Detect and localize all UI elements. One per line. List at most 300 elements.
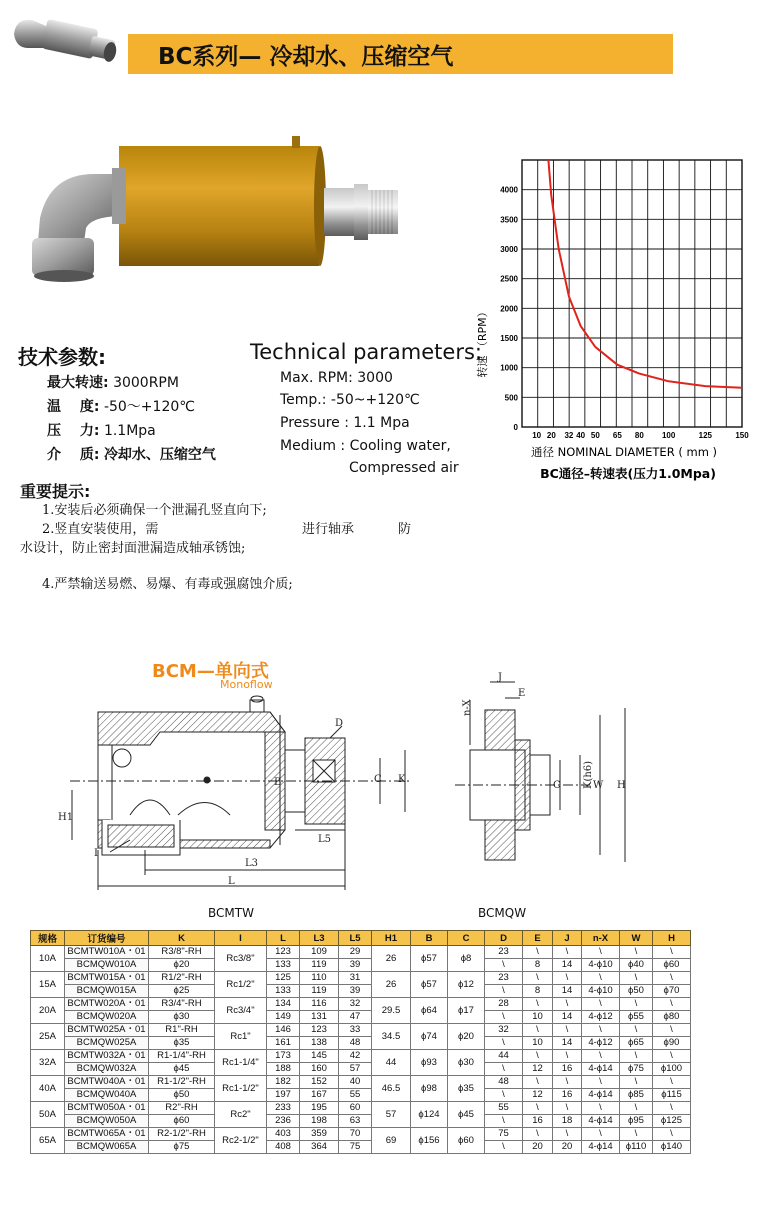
x-tick-label: 80 bbox=[634, 431, 644, 440]
x-tick-label: 50 bbox=[590, 431, 600, 440]
table-row bbox=[31, 1076, 691, 1089]
cell-e: \ bbox=[523, 1024, 553, 1037]
cell-j: \ bbox=[553, 1050, 582, 1063]
rotary-joint-photo bbox=[24, 132, 424, 292]
cell-l: 403 bbox=[267, 1128, 300, 1141]
col-w: W bbox=[620, 931, 653, 946]
cell-h: ϕ70 bbox=[653, 985, 691, 998]
cell-k: R1-1/4"-RH bbox=[149, 1050, 215, 1063]
cell-nx: 4-ϕ10 bbox=[582, 959, 620, 972]
cell-l3: 119 bbox=[300, 959, 339, 972]
table-header-row bbox=[31, 931, 691, 946]
cell-size: 50A bbox=[31, 1102, 65, 1128]
x-tick-label: 150 bbox=[735, 431, 749, 440]
cell-w: ϕ95 bbox=[620, 1115, 653, 1128]
cell-size: 32A bbox=[31, 1050, 65, 1076]
cell-k: ϕ50 bbox=[149, 1089, 215, 1102]
spec-label-medium: 介 质: bbox=[47, 447, 100, 463]
cell-model: BCMTW050A・01 bbox=[65, 1102, 149, 1115]
cell-h1: 26 bbox=[372, 972, 411, 998]
col-size: 规格 bbox=[31, 931, 65, 946]
table-row bbox=[31, 1011, 691, 1024]
cell-w: \ bbox=[620, 998, 653, 1011]
cell-k: R3/8"-RH bbox=[149, 946, 215, 959]
cell-b: ϕ57 bbox=[411, 972, 448, 998]
cell-h: \ bbox=[653, 972, 691, 985]
cell-l3: 152 bbox=[300, 1076, 339, 1089]
cell-d: \ bbox=[485, 985, 523, 998]
cell-model: BCMTW010A・01 bbox=[65, 946, 149, 959]
cell-e: 16 bbox=[523, 1115, 553, 1128]
x-tick-label: 100 bbox=[661, 431, 676, 440]
rpm-diameter-chart bbox=[470, 152, 755, 482]
cell-nx: \ bbox=[582, 1128, 620, 1141]
cell-d: \ bbox=[485, 1011, 523, 1024]
cell-e: 20 bbox=[523, 1141, 553, 1154]
cell-model: BCMQW025A bbox=[65, 1037, 149, 1050]
cell-j: 14 bbox=[553, 985, 582, 998]
cell-j: \ bbox=[553, 946, 582, 959]
dim-h: H bbox=[617, 780, 626, 791]
table-row bbox=[31, 972, 691, 985]
y-tick-label: 1000 bbox=[500, 363, 518, 373]
note-2: 2.竖直安装使用，需 bbox=[42, 522, 159, 537]
cell-c: ϕ35 bbox=[448, 1076, 485, 1102]
cell-c: ϕ12 bbox=[448, 972, 485, 998]
table-row bbox=[31, 1024, 691, 1037]
spec-en-medium: Medium : Cooling water, bbox=[280, 438, 451, 454]
cell-l5: 75 bbox=[339, 1141, 372, 1154]
spec-label-temp: 温 度: bbox=[47, 399, 100, 415]
table-row bbox=[31, 1089, 691, 1102]
dim-j: J bbox=[498, 672, 503, 683]
cell-j: 16 bbox=[553, 1089, 582, 1102]
cell-h: \ bbox=[653, 1050, 691, 1063]
cell-l: 161 bbox=[267, 1037, 300, 1050]
col-j: J bbox=[553, 931, 582, 946]
cell-h: ϕ125 bbox=[653, 1115, 691, 1128]
y-tick-label: 3000 bbox=[500, 245, 518, 254]
cell-w: \ bbox=[620, 1102, 653, 1115]
cell-l: 173 bbox=[267, 1050, 300, 1063]
dim-k: K bbox=[398, 774, 406, 785]
cell-j: \ bbox=[553, 1076, 582, 1089]
cell-h1: 44 bbox=[372, 1050, 411, 1076]
chart-ylabel: 转速 （RPM） bbox=[476, 306, 489, 378]
bcmqw-label: BCMQW bbox=[478, 906, 527, 920]
cell-j: \ bbox=[553, 972, 582, 985]
dim-b: B bbox=[274, 777, 282, 788]
cell-i: Rc3/8" bbox=[215, 946, 267, 972]
cell-l5: 63 bbox=[339, 1115, 372, 1128]
cell-i: Rc2" bbox=[215, 1102, 267, 1128]
spec-table bbox=[30, 930, 691, 1154]
cell-c: ϕ45 bbox=[448, 1102, 485, 1128]
cell-d: 23 bbox=[485, 972, 523, 985]
cell-nx: 4-ϕ12 bbox=[582, 1037, 620, 1050]
dim-kh6: K(h6) bbox=[583, 760, 594, 789]
x-tick-label: 32 bbox=[564, 431, 574, 440]
cell-j: 16 bbox=[553, 1063, 582, 1076]
table-row bbox=[31, 1063, 691, 1076]
cell-nx: \ bbox=[582, 1076, 620, 1089]
bcmtw-label: BCMTW bbox=[208, 906, 254, 920]
cell-size: 25A bbox=[31, 1024, 65, 1050]
x-tick-label: 125 bbox=[698, 431, 713, 440]
cell-l5: 57 bbox=[339, 1063, 372, 1076]
cell-h1: 29.5 bbox=[372, 998, 411, 1024]
x-tick-label: 65 bbox=[612, 431, 622, 440]
table-row bbox=[31, 1128, 691, 1141]
cell-l3: 198 bbox=[300, 1115, 339, 1128]
cell-nx: \ bbox=[582, 1102, 620, 1115]
cell-model: BCMQW065A bbox=[65, 1141, 149, 1154]
cell-e: \ bbox=[523, 946, 553, 959]
cell-k: R2"-RH bbox=[149, 1102, 215, 1115]
col-i: I bbox=[215, 931, 267, 946]
cell-model: BCMTW025A・01 bbox=[65, 1024, 149, 1037]
cell-w: \ bbox=[620, 1076, 653, 1089]
cell-l5: 48 bbox=[339, 1037, 372, 1050]
note-1: 1.安装后必须确保一个泄漏孔竖直向下; bbox=[42, 503, 267, 518]
dim-l5: L5 bbox=[318, 834, 332, 845]
cell-c: ϕ8 bbox=[448, 946, 485, 972]
cell-model: BCMTW020A・01 bbox=[65, 998, 149, 1011]
col-nx: n-X bbox=[582, 931, 620, 946]
notes-title: 重要提示: bbox=[20, 482, 91, 501]
cell-d: 32 bbox=[485, 1024, 523, 1037]
cell-h: ϕ140 bbox=[653, 1141, 691, 1154]
y-tick-label: 500 bbox=[504, 393, 518, 403]
monoflow-title: BCM—单向式 bbox=[152, 661, 269, 682]
page-title: BC系列— 冷却水、压缩空气 bbox=[158, 44, 454, 70]
cell-model: BCMQW010A bbox=[65, 959, 149, 972]
cell-l5: 29 bbox=[339, 946, 372, 959]
cell-l: 134 bbox=[267, 998, 300, 1011]
cell-e: 8 bbox=[523, 985, 553, 998]
cell-l3: 364 bbox=[300, 1141, 339, 1154]
note-2-end: 防 bbox=[398, 522, 412, 537]
cell-i: Rc1-1/2" bbox=[215, 1076, 267, 1102]
spec-value-temp: -50～+120℃ bbox=[103, 399, 195, 415]
cell-model: BCMQW020A bbox=[65, 1011, 149, 1024]
cell-size: 40A bbox=[31, 1076, 65, 1102]
cell-h: ϕ90 bbox=[653, 1037, 691, 1050]
cell-d: 28 bbox=[485, 998, 523, 1011]
cell-h: \ bbox=[653, 1076, 691, 1089]
cell-d: \ bbox=[485, 1141, 523, 1154]
cell-h: ϕ100 bbox=[653, 1063, 691, 1076]
cell-h: \ bbox=[653, 998, 691, 1011]
cell-e: \ bbox=[523, 972, 553, 985]
cell-j: 14 bbox=[553, 959, 582, 972]
cell-h1: 26 bbox=[372, 946, 411, 972]
cell-l3: 116 bbox=[300, 998, 339, 1011]
cell-l: 123 bbox=[267, 946, 300, 959]
col-h: H bbox=[653, 931, 691, 946]
cell-k: R2-1/2"-RH bbox=[149, 1128, 215, 1141]
cell-nx: 4-ϕ14 bbox=[582, 1089, 620, 1102]
cell-l3: 123 bbox=[300, 1024, 339, 1037]
cell-w: \ bbox=[620, 1050, 653, 1063]
cell-w: \ bbox=[620, 946, 653, 959]
spec-value-max-rpm: 3000RPM bbox=[113, 375, 179, 391]
cell-w: \ bbox=[620, 1128, 653, 1141]
note-2-mid: 进行轴承 bbox=[302, 522, 355, 537]
cell-j: 14 bbox=[553, 1037, 582, 1050]
cell-e: 10 bbox=[523, 1011, 553, 1024]
cell-h: ϕ60 bbox=[653, 959, 691, 972]
cell-l5: 39 bbox=[339, 985, 372, 998]
cell-d: 44 bbox=[485, 1050, 523, 1063]
cell-d: 48 bbox=[485, 1076, 523, 1089]
cell-l: 233 bbox=[267, 1102, 300, 1115]
cell-l3: 138 bbox=[300, 1037, 339, 1050]
cell-h1: 46.5 bbox=[372, 1076, 411, 1102]
cell-i: Rc1" bbox=[215, 1024, 267, 1050]
cell-k: R1-1/2"-RH bbox=[149, 1076, 215, 1089]
cell-model: BCMTW040A・01 bbox=[65, 1076, 149, 1089]
cell-model: BCMTW032A・01 bbox=[65, 1050, 149, 1063]
cell-d: \ bbox=[485, 959, 523, 972]
cell-j: 20 bbox=[553, 1141, 582, 1154]
dim-nx: n-X bbox=[462, 699, 473, 716]
cell-e: 10 bbox=[523, 1037, 553, 1050]
col-l5: L5 bbox=[339, 931, 372, 946]
rpm-curve bbox=[548, 160, 742, 388]
table-row bbox=[31, 1102, 691, 1115]
cell-w: ϕ85 bbox=[620, 1089, 653, 1102]
cell-nx: \ bbox=[582, 972, 620, 985]
cell-b: ϕ74 bbox=[411, 1024, 448, 1050]
cell-d: \ bbox=[485, 1089, 523, 1102]
spec-label-max-rpm: 最大转速: bbox=[47, 375, 109, 391]
cell-nx: 4-ϕ12 bbox=[582, 1011, 620, 1024]
spec-label-pressure: 压 力: bbox=[47, 423, 100, 439]
cell-k: R3/4"-RH bbox=[149, 998, 215, 1011]
col-k: K bbox=[149, 931, 215, 946]
x-tick-label: 20 bbox=[546, 431, 556, 440]
cell-j: \ bbox=[553, 1024, 582, 1037]
cell-d: \ bbox=[485, 1063, 523, 1076]
cell-w: ϕ65 bbox=[620, 1037, 653, 1050]
cell-b: ϕ124 bbox=[411, 1102, 448, 1128]
cell-e: \ bbox=[523, 1128, 553, 1141]
cell-j: 14 bbox=[553, 1011, 582, 1024]
cell-h1: 69 bbox=[372, 1128, 411, 1154]
col-c: C bbox=[448, 931, 485, 946]
cell-e: \ bbox=[523, 1050, 553, 1063]
cell-b: ϕ64 bbox=[411, 998, 448, 1024]
bcmqw-drawing bbox=[450, 670, 650, 900]
cell-l3: 195 bbox=[300, 1102, 339, 1115]
cell-d: 23 bbox=[485, 946, 523, 959]
cell-nx: \ bbox=[582, 998, 620, 1011]
dim-l3: L3 bbox=[245, 858, 259, 869]
spec-en-pressure: Pressure : 1.1 Mpa bbox=[280, 415, 410, 431]
cell-c: ϕ60 bbox=[448, 1128, 485, 1154]
col-e: E bbox=[523, 931, 553, 946]
cell-l5: 60 bbox=[339, 1102, 372, 1115]
cell-b: ϕ57 bbox=[411, 946, 448, 972]
col-model: 订货编号 bbox=[65, 931, 149, 946]
cell-l5: 31 bbox=[339, 972, 372, 985]
cell-nx: 4-ϕ14 bbox=[582, 1115, 620, 1128]
spec-value-pressure: 1.1Mpa bbox=[103, 423, 156, 439]
cell-h: \ bbox=[653, 1024, 691, 1037]
cell-l: 146 bbox=[267, 1024, 300, 1037]
chart-caption: BC通径–转速表(压力1.0Mpa) bbox=[540, 466, 716, 481]
monoflow-subtitle: Monoflow bbox=[220, 678, 273, 691]
cell-d: \ bbox=[485, 1115, 523, 1128]
cell-l3: 119 bbox=[300, 985, 339, 998]
cell-l5: 40 bbox=[339, 1076, 372, 1089]
x-tick-label: 10 bbox=[532, 431, 542, 440]
cell-h: ϕ80 bbox=[653, 1011, 691, 1024]
cell-i: Rc1/2" bbox=[215, 972, 267, 998]
cell-l3: 160 bbox=[300, 1063, 339, 1076]
specs-cn-title: 技术参数: bbox=[18, 345, 106, 369]
y-tick-label: 0 bbox=[513, 423, 518, 432]
cell-e: \ bbox=[523, 1102, 553, 1115]
col-d: D bbox=[485, 931, 523, 946]
spec-value-medium: 冷却水、压缩空气 bbox=[103, 447, 216, 463]
cell-e: 8 bbox=[523, 959, 553, 972]
cell-l: 133 bbox=[267, 959, 300, 972]
cell-model: BCMTW065A・01 bbox=[65, 1128, 149, 1141]
cell-h1: 34.5 bbox=[372, 1024, 411, 1050]
dim-c: C bbox=[374, 774, 382, 785]
cell-l3: 110 bbox=[300, 972, 339, 985]
cell-model: BCMQW040A bbox=[65, 1089, 149, 1102]
cell-j: 18 bbox=[553, 1115, 582, 1128]
cell-size: 20A bbox=[31, 998, 65, 1024]
cell-l5: 32 bbox=[339, 998, 372, 1011]
y-tick-label: 3500 bbox=[500, 215, 518, 225]
cell-b: ϕ98 bbox=[411, 1076, 448, 1102]
cell-w: ϕ75 bbox=[620, 1063, 653, 1076]
cell-j: \ bbox=[553, 1102, 582, 1115]
cell-h: \ bbox=[653, 946, 691, 959]
cell-l: 125 bbox=[267, 972, 300, 985]
cell-j: \ bbox=[553, 1128, 582, 1141]
cell-l5: 33 bbox=[339, 1024, 372, 1037]
dim-h1: H1 bbox=[58, 812, 74, 823]
cell-k: R1"-RH bbox=[149, 1024, 215, 1037]
cell-l5: 47 bbox=[339, 1011, 372, 1024]
cell-l: 236 bbox=[267, 1115, 300, 1128]
cell-w: \ bbox=[620, 972, 653, 985]
cell-i: Rc3/4" bbox=[215, 998, 267, 1024]
spec-en-max-rpm: Max. RPM: 3000 bbox=[280, 370, 393, 386]
spec-en-temp: Temp.: -50~+120℃ bbox=[280, 392, 420, 408]
cell-l5: 39 bbox=[339, 959, 372, 972]
cell-h1: 57 bbox=[372, 1102, 411, 1128]
cell-l5: 55 bbox=[339, 1089, 372, 1102]
cell-model: BCMQW015A bbox=[65, 985, 149, 998]
cell-k: R1/2"-RH bbox=[149, 972, 215, 985]
cell-nx: \ bbox=[582, 946, 620, 959]
cell-w: ϕ110 bbox=[620, 1141, 653, 1154]
cell-model: BCMTW015A・01 bbox=[65, 972, 149, 985]
cell-w: \ bbox=[620, 1024, 653, 1037]
cell-e: \ bbox=[523, 998, 553, 1011]
cell-model: BCMQW050A bbox=[65, 1115, 149, 1128]
note-4: 4.严禁输送易燃、易爆、有毒或强腐蚀介质; bbox=[42, 577, 293, 592]
cell-l3: 359 bbox=[300, 1128, 339, 1141]
cell-h: ϕ115 bbox=[653, 1089, 691, 1102]
cell-h: \ bbox=[653, 1102, 691, 1115]
cell-l: 149 bbox=[267, 1011, 300, 1024]
joint-thumbnail-icon bbox=[6, 8, 126, 74]
cell-k: ϕ25 bbox=[149, 985, 215, 998]
cell-e: 12 bbox=[523, 1089, 553, 1102]
chart-xlabel: 通径 NOMINAL DIAMETER ( mm ) bbox=[530, 445, 718, 459]
col-l3: L3 bbox=[300, 931, 339, 946]
table-row bbox=[31, 1037, 691, 1050]
cell-c: ϕ17 bbox=[448, 998, 485, 1024]
table-row bbox=[31, 959, 691, 972]
cell-size: 10A bbox=[31, 946, 65, 972]
cell-c: ϕ30 bbox=[448, 1050, 485, 1076]
cell-nx: \ bbox=[582, 1050, 620, 1063]
cell-w: ϕ50 bbox=[620, 985, 653, 998]
table-row bbox=[31, 946, 691, 959]
dim-w: W bbox=[593, 780, 604, 791]
cell-i: Rc1-1/4" bbox=[215, 1050, 267, 1076]
cell-j: \ bbox=[553, 998, 582, 1011]
cell-nx: 4-ϕ10 bbox=[582, 985, 620, 998]
table-row bbox=[31, 998, 691, 1011]
spec-en-medium-2: Compressed air bbox=[349, 460, 459, 476]
y-tick-label: 1500 bbox=[500, 334, 518, 343]
cell-k: ϕ20 bbox=[149, 959, 215, 972]
col-b: B bbox=[411, 931, 448, 946]
cell-i: Rc2-1/2" bbox=[215, 1128, 267, 1154]
table-row bbox=[31, 1141, 691, 1154]
cell-d: 75 bbox=[485, 1128, 523, 1141]
cell-l: 197 bbox=[267, 1089, 300, 1102]
cell-l5: 42 bbox=[339, 1050, 372, 1063]
cell-k: ϕ45 bbox=[149, 1063, 215, 1076]
dim-l: L bbox=[228, 876, 235, 887]
cell-c: ϕ20 bbox=[448, 1024, 485, 1050]
cell-l: 182 bbox=[267, 1076, 300, 1089]
cell-e: \ bbox=[523, 1076, 553, 1089]
cell-h: \ bbox=[653, 1128, 691, 1141]
cell-w: ϕ40 bbox=[620, 959, 653, 972]
cell-k: ϕ35 bbox=[149, 1037, 215, 1050]
cell-l: 188 bbox=[267, 1063, 300, 1076]
y-tick-label: 2000 bbox=[500, 304, 518, 314]
cell-l: 133 bbox=[267, 985, 300, 998]
cell-d: 55 bbox=[485, 1102, 523, 1115]
cell-d: \ bbox=[485, 1037, 523, 1050]
cell-l3: 109 bbox=[300, 946, 339, 959]
cell-l3: 145 bbox=[300, 1050, 339, 1063]
cell-e: 12 bbox=[523, 1063, 553, 1076]
cell-b: ϕ93 bbox=[411, 1050, 448, 1076]
dim-e: E bbox=[518, 688, 526, 699]
table-row bbox=[31, 1050, 691, 1063]
cell-size: 65A bbox=[31, 1128, 65, 1154]
cell-nx: 4-ϕ14 bbox=[582, 1141, 620, 1154]
cell-nx: \ bbox=[582, 1024, 620, 1037]
specs-en-title: Technical parameters: bbox=[250, 340, 482, 364]
cell-k: ϕ60 bbox=[149, 1115, 215, 1128]
cell-k: ϕ75 bbox=[149, 1141, 215, 1154]
dim-d: D bbox=[335, 718, 344, 729]
